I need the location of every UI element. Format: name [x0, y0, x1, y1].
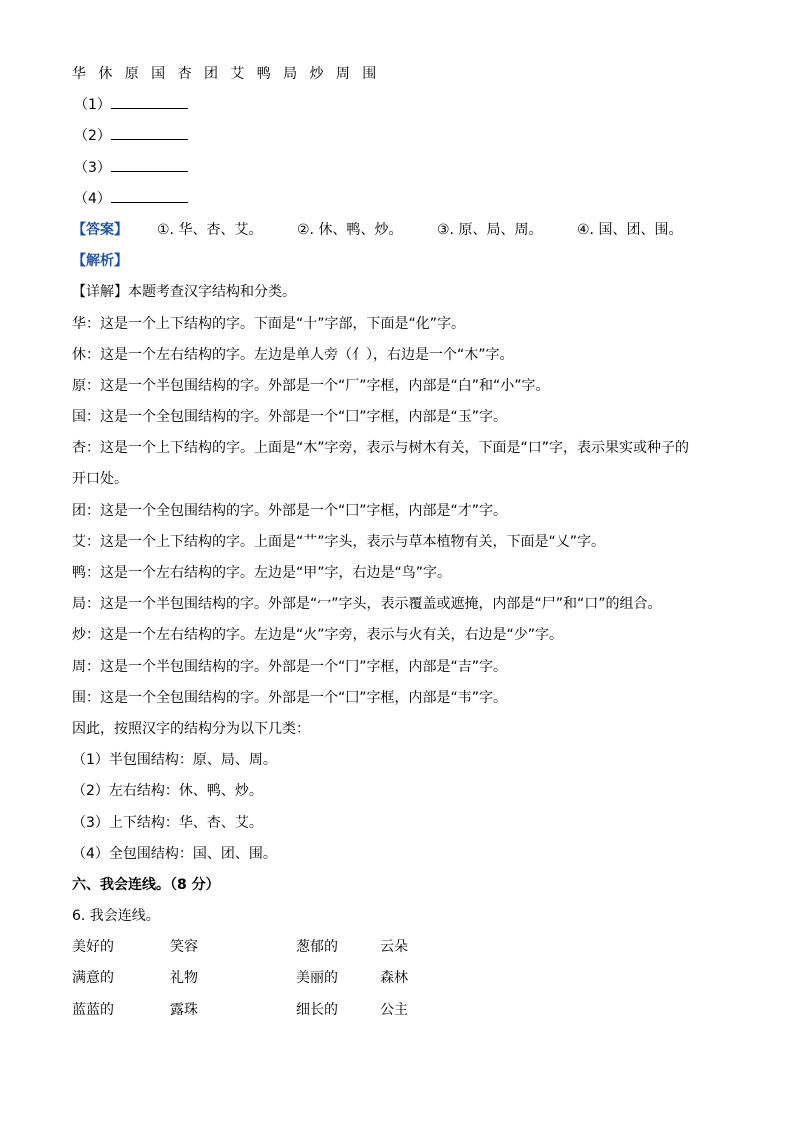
analysis-line: 炒：这是一个左右结构的字。左边是“火”字旁，表示与火有关，右边是“少”字。	[72, 627, 564, 644]
section-heading: 六、我会连线。（8 分）	[72, 876, 220, 893]
page-content	[72, 59, 752, 1026]
analysis-line: 杏：这是一个上下结构的字。上面是“木”字旁，表示与树木有关，下面是“口”字，表示果实或种子的	[72, 440, 690, 457]
analysis-label: 【解析】	[72, 253, 128, 270]
matching-cell: 满意的	[72, 970, 114, 987]
matching-row	[72, 963, 752, 994]
analysis-summary: 因此，按照汉字的结构分为以下几类：	[72, 720, 310, 737]
analysis-line: 国：这是一个全包围结构的字。外部是一个“囗”字框，内部是“玉”字。	[72, 409, 508, 426]
analysis-line: 团：这是一个全包围结构的字。外部是一个“囗”字框，内部是“才”字。	[72, 502, 508, 519]
summary-item: （4）全包围结构：国、团、围。	[72, 845, 277, 862]
blank-underline	[111, 96, 188, 109]
blank-line	[72, 121, 752, 152]
matching-cell: 美好的	[72, 939, 114, 956]
matching-cell: 礼物	[170, 970, 198, 987]
matching-row	[72, 995, 752, 1026]
matching-cell: 笑容	[170, 939, 198, 956]
blank-number: （3）	[74, 159, 111, 176]
analysis-line: 开口处。	[72, 471, 128, 488]
blank-line	[72, 184, 752, 215]
matching-cell: 美丽的	[296, 970, 338, 987]
blank-line	[72, 153, 752, 184]
character-item: 周	[335, 66, 350, 82]
matching-cell: 露珠	[170, 1001, 198, 1018]
analysis-line: 围：这是一个全包围结构的字。外部是一个“囗”字框，内部是“韦”字。	[72, 689, 508, 706]
analysis-line: 周：这是一个半包围结构的字。外部是一个“冂”字框，内部是“吉”字。	[72, 658, 508, 675]
matching-cell: 公主	[380, 1001, 408, 1018]
analysis-line: 原：这是一个半包围结构的字。外部是一个“厂”字框，内部是“白”和“小”字。	[72, 377, 550, 394]
analysis-line: 局：这是一个半包围结构的字。外部是“冖”字头，表示覆盖或遮掩，内部是“尸”和“口”的组合。	[72, 596, 662, 613]
analysis-line: 华：这是一个上下结构的字。下面是“十”字部，下面是“化”字。	[72, 315, 466, 332]
matching-cell: 云朵	[380, 939, 408, 956]
blank-underline	[111, 190, 188, 203]
question-text: 6. 我会连线。	[72, 908, 160, 925]
matching-cell: 蓝蓝的	[72, 1001, 114, 1018]
blank-line	[72, 90, 752, 121]
matching-row	[72, 932, 752, 963]
answer-item: ③. 原、局、周。	[437, 221, 543, 238]
analysis-line: 鸭：这是一个左右结构的字。左边是“甲”字，右边是“鸟”字。	[72, 565, 452, 581]
character-item: 杏	[177, 66, 192, 82]
summary-item: （1）半包围结构：原、局、周。	[72, 752, 277, 769]
blank-number: （2）	[74, 128, 111, 145]
character-item: 国	[151, 66, 166, 82]
matching-cell: 葱郁的	[296, 939, 338, 956]
character-list	[72, 59, 752, 90]
blank-number: （4）	[74, 190, 111, 207]
character-item: 华	[72, 66, 86, 82]
answer-label: 【答案】	[72, 221, 128, 238]
analysis-line: 艾：这是一个上下结构的字。上面是“艹”字头，表示与草本植物有关，下面是“乂”字。	[72, 533, 606, 550]
blank-underline	[111, 127, 188, 140]
analysis-line: 休：这是一个左右结构的字。左边是单人旁（亻），右边是一个“木”字。	[72, 346, 514, 363]
summary-item: （3）上下结构：华、杏、艾。	[72, 814, 263, 831]
blank-number: （1）	[74, 97, 111, 114]
answer-item: ④. 国、团、围。	[577, 221, 683, 238]
character-item: 炒	[309, 66, 324, 82]
character-item: 休	[98, 66, 113, 82]
character-item: 局	[283, 66, 298, 82]
answer-item: ②. 休、鸭、炒。	[297, 221, 403, 238]
answer-line	[72, 215, 752, 246]
matching-cell: 细长的	[296, 1001, 338, 1018]
summary-item: （2）左右结构：休、鸭、炒。	[72, 783, 263, 800]
answer-item: ①. 华、杏、艾。	[157, 221, 263, 238]
character-item: 团	[203, 66, 218, 82]
character-item: 围	[362, 66, 377, 82]
character-item: 鸭	[256, 66, 271, 82]
character-item: 艾	[230, 66, 245, 82]
analysis-detail-heading: 【详解】本题考查汉字结构和分类。	[72, 284, 296, 301]
blank-underline	[111, 159, 188, 172]
matching-cell: 森林	[380, 970, 408, 987]
character-item: 原	[124, 66, 139, 82]
